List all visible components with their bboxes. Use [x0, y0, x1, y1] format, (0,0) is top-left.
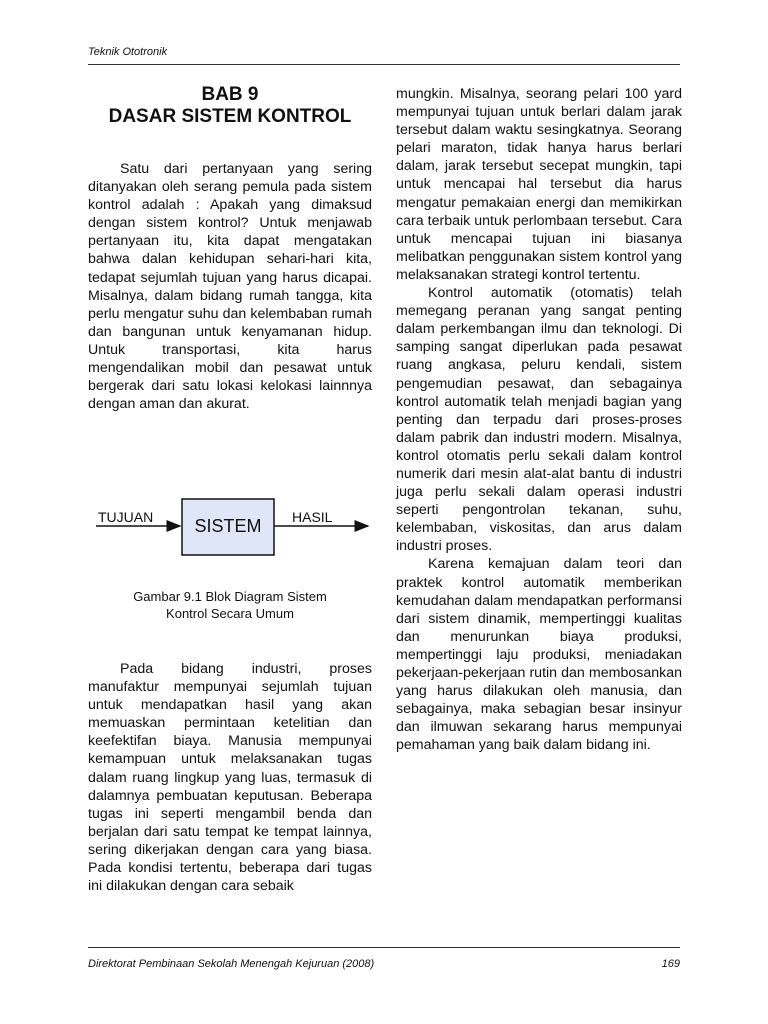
system-block-label: SISTEM	[194, 516, 262, 536]
footer-rule	[88, 947, 680, 948]
body-paragraph: Karena kemajuan dalam teori dan praktek kontrol automatik memberikan kemudahan dalam mendapatkan performansi dari sistem dinamik, mempertinggi kualitas dan menurunkan biaya produksi, mempertinggi laju produksi, meniadakan pekerjaan-pekerjaan rutin dan membosankan yang harus dilakukan oleh manusia, dan sebagainya, maka sebagian besar insinyur dan ilmuwan sekarang harus mempunyai pemahaman yang baik dalam bidang ini.	[396, 556, 682, 754]
right-column	[396, 85, 682, 754]
page-number: 169	[661, 958, 680, 970]
body-paragraph: Kontrol automatik (otomatis) telah memegang peranan yang sangat penting dalam perkembangan ilmu dan teknologi. Di samping sangat diperlukan pada pesawat ruang angkasa, peluru kendali, sistem pengemudian pesawat, dan sebagainya kontrol automatik telah menjadi bagian yang penting dan terpadu dari proses-proses dalam pabrik dan industri modern. Misalnya, kontrol otomatis perlu sekali dalam kontrol numerik dari mesin alat-alat bantu di industri juga perlu sekali dalam operasi industri seperti pengontrolan tekanan, suhu, kelembaban, viskositas, dan arus dalam industri proses.	[396, 285, 682, 555]
body-paragraph: Satu dari pertanyaan yang sering ditanyakan oleh serang pemula pada sistem kontrol adalah : Apakah yang dimaksud dengan sistem kontrol? Untuk menjawab pertanyaan itu, kita dapat mengatakan bahwa dalan kehidupan sehari-hari kita, tedapat sejumlah tujuan yang harus dicapai. Misalnya, dalam bidang rumah tangga, kita perlu mengatur suhu dan kelembaban rumah dan bangunan untuk kenyamanan hidup. Untuk transportasi, kita harus mengendalikan mobil dan pesawat untuk bergerak dari satu lokasi kelokasi lainnnya dengan aman dan akurat.	[88, 161, 372, 413]
chapter-title: DASAR SISTEM KONTROL	[108, 106, 352, 127]
output-label: HASIL	[292, 509, 333, 525]
header-rule	[88, 64, 680, 65]
body-paragraph: mungkin. Misalnya, seorang pelari 100 yard mempunyai tujuan untuk berlari dalam jarak tersebut dalam waktu sesingkatnya. Seorang pelari maraton, tidak hanya harus berlari dalam, jarak tersebut secepat mungkin, tapi untuk mencapai hal tersebut dia harus mengatur pemakaian energi dan memikirkan cara terbaik untuk perlombaan tersebut. Cara untuk mencapai tujuan ini biasanya melibatkan penggunakan sistem kontrol yang melaksanakan strategi kontrol tertentu.	[396, 86, 682, 283]
footer-publisher: Direktorat Pembinaan Sekolah Menengah Kejuruan (2008)	[88, 958, 375, 970]
input-label: TUJUAN	[98, 509, 154, 525]
figure-caption	[88, 588, 372, 622]
caption-line: Gambar 9.1 Blok Diagram Sistem	[133, 589, 327, 604]
left-column-top	[88, 160, 372, 413]
running-header: Teknik Ototronik	[88, 46, 168, 58]
body-paragraph: Pada bidang industri, proses manufaktur mempunyai sejumlah tujuan untuk mendapatkan hasil yang akan memuaskan permintaan ketelitian dan keefektifan biaya. Manusia mempunyai kemampuan untuk melaksanakan tugas dalam ruang lingkup yang luas, termasuk di dalamnya pembuatan keputusan. Beberapa tugas ini seperti mengambil benda dan berjalan dari satu tempat ke tempat lainnya, sering dikerjakan dengan cara yang biasa. Pada kondisi tertentu, beberapa dari tugas ini dilakukan dengan cara sebaik	[88, 661, 372, 895]
block-diagram	[96, 498, 376, 560]
chapter-number: BAB 9	[201, 84, 259, 105]
chapter-title-block	[88, 84, 372, 128]
caption-line: Kontrol Secara Umum	[166, 606, 294, 621]
left-column-bottom	[88, 660, 372, 895]
